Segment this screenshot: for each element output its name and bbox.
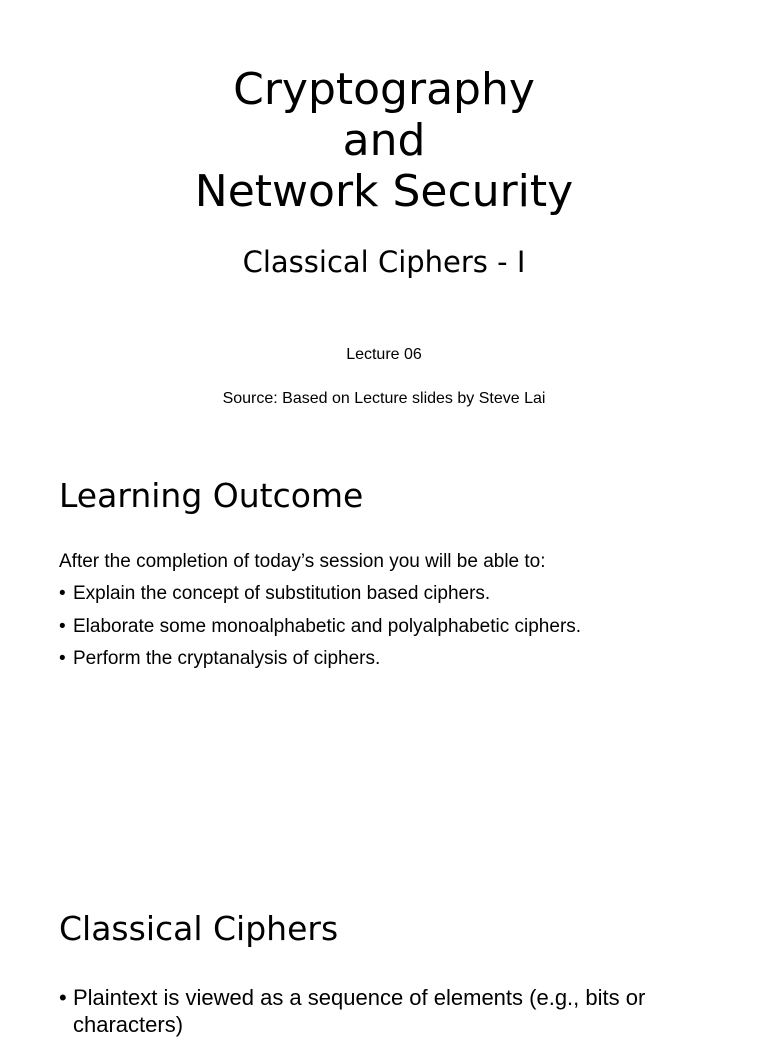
list-item bbox=[59, 615, 581, 648]
title-line-1: Cryptography bbox=[233, 64, 535, 115]
learning-outcome-intro: After the completion of today’s session you will be able to: bbox=[59, 551, 546, 572]
bullet-icon: • bbox=[59, 648, 66, 669]
slide-subtitle: Classical Ciphers - I bbox=[242, 245, 526, 279]
lecture-number: Lecture 06 bbox=[346, 346, 422, 363]
learning-outcome-heading: Learning Outcome bbox=[59, 476, 364, 515]
bullet-icon: • bbox=[59, 583, 66, 604]
list-item-text: Elaborate some monoalphabetic and polyalphabetic ciphers. bbox=[73, 615, 582, 637]
source-credit: Source: Based on Lecture slides by Steve Lai bbox=[222, 390, 546, 407]
bullet-icon: • bbox=[59, 615, 66, 637]
list-item-text: Perform the cryptanalysis of ciphers. bbox=[73, 648, 381, 669]
list-item-text: Explain the concept of substitution based ciphers. bbox=[73, 583, 491, 604]
list-item bbox=[59, 582, 581, 615]
bullet-icon: • bbox=[59, 985, 67, 1010]
classical-ciphers-list bbox=[59, 984, 709, 1038]
list-item-text: Plaintext is viewed as a sequence of elements (e.g., bits or characters) bbox=[73, 985, 646, 1037]
list-item bbox=[59, 647, 581, 680]
learning-outcome-list bbox=[59, 582, 581, 680]
title-line-2: and bbox=[342, 115, 426, 166]
title-line-3: Network Security bbox=[194, 166, 574, 217]
list-item bbox=[59, 984, 709, 1038]
slide-title bbox=[0, 64, 768, 217]
classical-ciphers-heading: Classical Ciphers bbox=[59, 909, 339, 948]
